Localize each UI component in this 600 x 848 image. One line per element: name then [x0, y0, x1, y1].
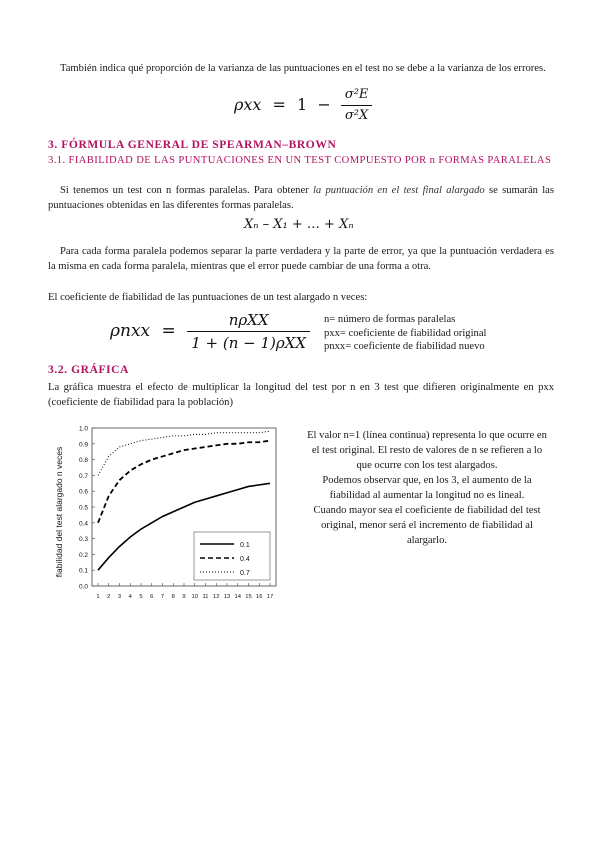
para1-end: se sumarán las puntuaciones obtenidas en las diferentes formas paralelas.: [48, 185, 554, 211]
explanation-line-4: Podemos observar que, en los 3, el aumento de la: [322, 475, 532, 486]
x-tick-label: 17: [266, 594, 274, 600]
chart-legend-box: [194, 532, 270, 580]
para1-start: Si tenemos un test con n formas paralelas. Para obtener: [60, 185, 313, 196]
x-tick-label: 14: [234, 594, 241, 600]
explanation-line-7: original, menor será el incremento de fiabilidad al: [321, 520, 533, 531]
y-tick-label: 0.5: [78, 504, 88, 512]
x-tick-label: 2: [107, 594, 111, 600]
paragraph-parallel-forms: [48, 183, 554, 213]
x-tick-label: 8: [171, 594, 175, 600]
formula1-denominator: σ²X: [344, 108, 369, 123]
y-tick-label: 0.1: [78, 567, 88, 575]
x-tick-label: 11: [202, 594, 209, 600]
x-tick-label: 16: [256, 594, 263, 600]
x-tick-label: 10: [191, 594, 198, 600]
series-line-0-4: [98, 441, 270, 523]
explanation-line-2: el test original. El resto de valores de n se refieren a lo: [311, 445, 543, 456]
formula1-one: 1: [297, 95, 308, 114]
y-tick-label: 0.6: [78, 488, 88, 496]
explanation-line-5: fiabilidad al aumentar la longitud no es lineal.: [329, 490, 525, 501]
legend-pxx: pxx= coeficiente de fiabilidad original: [324, 327, 487, 339]
section-3-1-title: 3.1. FIABILIDAD DE LAS PUNTUACIONES EN UN TEST COMPUESTO POR n FORMAS PARALELAS: [48, 155, 552, 166]
y-tick-label: 0.8: [78, 457, 88, 465]
y-tick-label: 1.0: [78, 425, 88, 433]
sb-eq: =: [161, 321, 176, 341]
chart-x-ticks: [96, 583, 273, 600]
y-tick-label: 0.0: [78, 583, 88, 591]
reliability-chart: [44, 420, 284, 610]
legend-label-0-4: 0.4: [240, 556, 250, 563]
sb-denominator: 1 + (n − 1)ρXX: [191, 334, 307, 352]
x-tick-label: 13: [223, 594, 231, 600]
y-tick-label: 0.4: [78, 520, 88, 528]
x-tick-label: 7: [160, 594, 165, 600]
x-tick-label: 15: [245, 594, 252, 600]
formula-legend: [324, 313, 486, 354]
explanation-line-3: que ocurre con los test alargados.: [356, 460, 498, 471]
sb-lhs: ρnxx: [110, 321, 151, 341]
x-tick-label: 12: [213, 594, 220, 600]
x-tick-label: 3: [117, 594, 122, 600]
x-tick-label: 9: [182, 594, 186, 600]
chart-explanation: [292, 428, 562, 548]
reliability-formula: [234, 86, 372, 125]
legend-label-0-1: 0.1: [240, 542, 250, 549]
sb-fraction: [187, 310, 310, 353]
explanation-line-8: alargarlo.: [406, 535, 448, 546]
sb-numerator: nρXX: [187, 310, 310, 332]
chart-legend: [194, 532, 270, 580]
para1-emphasis: la puntuación en el test final alargado: [312, 185, 485, 196]
intro-paragraph: También indica qué proporción de la varianza de las puntuaciones en el test no se debe a la varianza de los errores.: [60, 63, 546, 74]
y-tick-label: 0.7: [78, 472, 88, 480]
explanation-line-1: El valor n=1 (línea continua) representa lo que ocurre en: [307, 430, 547, 441]
x-tick-label: 5: [139, 594, 143, 600]
section-3-title: 3. FÓRMULA GENERAL DE SPEARMAN–BROWN: [48, 139, 337, 151]
sum-formula: Xₙ – X₁ + … + Xₙ: [244, 217, 354, 232]
x-tick-label: 1: [96, 594, 100, 600]
paragraph-coefficient: El coeficiente de fiabilidad de las puntuaciones de un test alargado n veces:: [48, 292, 368, 303]
formula1-numerator: σ²E: [341, 86, 373, 106]
legend-label-0-7: 0.7: [240, 570, 250, 577]
formula1-eq: =: [272, 95, 286, 114]
y-tick-label: 0.9: [78, 441, 88, 449]
paragraph-true-error: Para cada forma paralela podemos separar la parte verdadera y la parte de error, ya que la puntuación verdadera es la misma en cada forma paralela, mientras que el error puede cambiar de una forma a otra.: [48, 246, 554, 272]
formula1-fraction: [341, 86, 373, 125]
legend-pnxx: pnxx= coeficiente de fiabilidad nuevo: [324, 341, 485, 352]
spearman-brown-formula: [110, 310, 310, 353]
y-tick-label: 0.3: [78, 536, 88, 544]
chart-y-label: fiabilidad del test alargado n veces: [54, 446, 64, 578]
formula1-minus: −: [317, 95, 331, 114]
paragraph-chart-intro: La gráfica muestra el efecto de multiplicar la longitud del test por n en 3 test que difieren originalmente en pxx (coeficiente de fiabilidad para la población): [48, 382, 554, 408]
explanation-line-6: Cuando mayor sea el coeficiente de fiabilidad del test: [313, 505, 541, 516]
x-tick-label: 4: [128, 594, 132, 600]
y-tick-label: 0.2: [78, 551, 88, 559]
legend-n: n= número de formas paralelas: [324, 314, 456, 325]
series-line-0-7: [98, 431, 270, 475]
chart-y-ticks: [79, 426, 95, 591]
section-3-2-title: 3.2. GRÁFICA: [48, 364, 129, 376]
formula1-lhs: ρxx: [234, 95, 262, 114]
x-tick-label: 6: [150, 594, 154, 600]
